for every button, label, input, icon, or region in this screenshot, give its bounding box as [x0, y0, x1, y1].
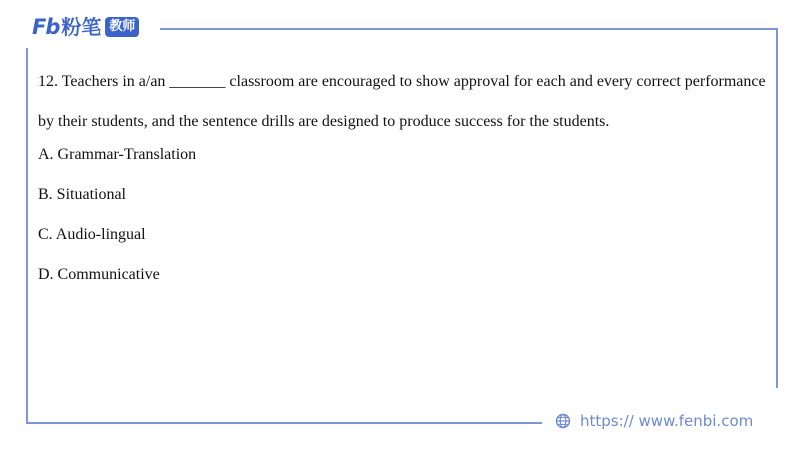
option-d: D. Communicative	[38, 266, 160, 283]
frame-left-line	[26, 48, 28, 424]
logo-letters: Fb	[32, 15, 60, 39]
globe-icon	[555, 413, 571, 429]
fenbi-logo	[32, 14, 139, 40]
logo-brand-name: 粉笔	[61, 15, 102, 39]
footer-link[interactable]	[555, 410, 753, 432]
option-b: B. Situational	[38, 186, 126, 203]
footer-url[interactable]: https:// www.fenbi.com	[580, 412, 754, 430]
option-a: A. Grammar-Translation	[38, 146, 197, 163]
frame-right-line	[776, 28, 778, 388]
question-text: 12. Teachers in a/an _______ classroom are encouraged to show approval for each and every correct performance by their students, and the sentence drills are designed to produce success for the students.	[38, 73, 766, 130]
frame-bottom-line	[26, 422, 542, 424]
option-c: C. Audio-lingual	[38, 226, 146, 243]
frame-top-line	[160, 28, 778, 30]
logo-badge: 教师	[105, 17, 139, 37]
